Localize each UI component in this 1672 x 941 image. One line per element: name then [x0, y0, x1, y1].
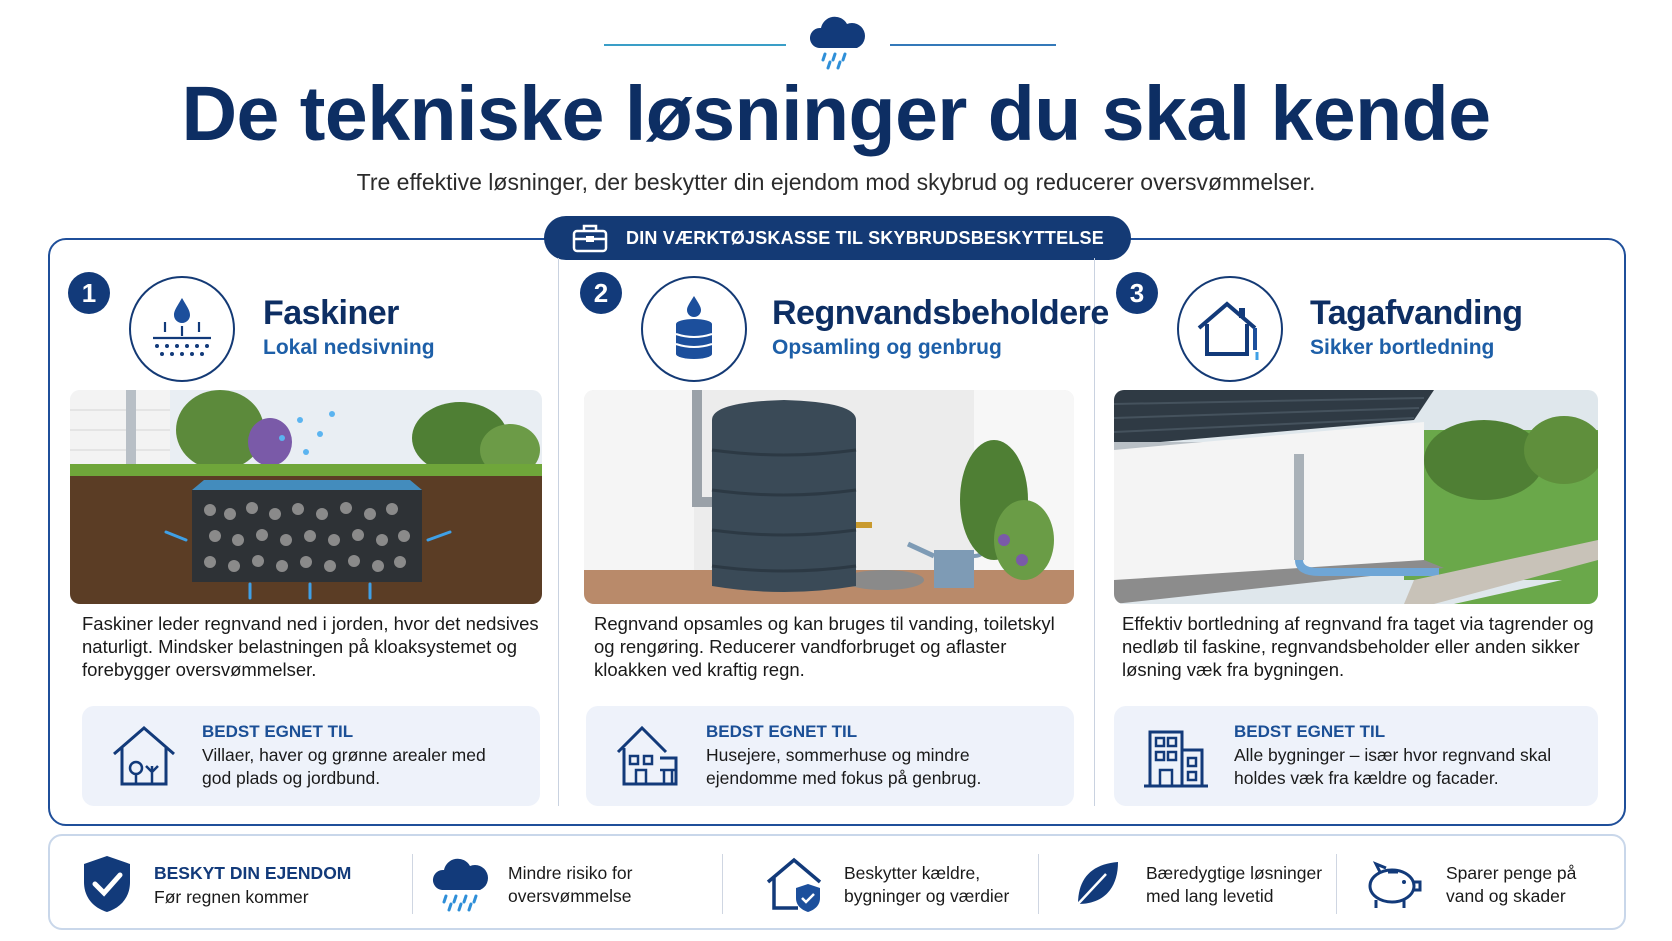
card-subtitle: Lokal nedsivning — [263, 336, 435, 359]
header-line-left — [604, 44, 786, 46]
best-suited-text: Villaer, haver og grønne arealer med god plads og jordbund. — [202, 745, 486, 788]
shield-check-icon — [80, 854, 134, 914]
card-description: Faskiner leder regnvand ned i jorden, hvor det nedsives naturligt. Mindsker belastningen på kloaksystemet og forebygger oversvømmelser. — [82, 613, 539, 680]
card-icon-circle — [129, 276, 235, 382]
benefit-text: Sparer penge på vand og skader — [1446, 863, 1577, 906]
best-suited-text: Alle bygninger – især hvor regnvand skal holdes væk fra kældre og facader. — [1234, 745, 1552, 788]
footer-divider — [1038, 854, 1039, 914]
rain-cloud-icon — [805, 12, 869, 70]
toolbox-banner-label: DIN VÆRKTØJSKASSE TIL SKYBRUDSBESKYTTELSE — [626, 227, 1104, 248]
house-shield-icon — [764, 854, 824, 914]
card-number: 2 — [580, 272, 622, 314]
benefit-text: Før regnen kommer — [154, 887, 309, 907]
water-barrel-icon — [659, 294, 729, 364]
card-title: Tagafvanding — [1310, 294, 1523, 332]
footer-divider — [722, 854, 723, 914]
benefit-text: Beskytter kældre, bygninger og værdier — [844, 863, 1010, 906]
benefits-footer — [48, 834, 1626, 930]
faskine-illustration — [70, 390, 542, 604]
leaf-icon — [1072, 858, 1122, 910]
footer-divider — [412, 854, 413, 914]
benefit-flood-risk — [414, 836, 724, 932]
piggy-bank-icon — [1362, 858, 1424, 910]
card-description: Effektiv bortledning af regnvand fra taget via tagrender og nedløb til faskine, regnvandsbeholder eller anden sikker løsning væk fra bygningen. — [1122, 613, 1594, 680]
benefit-title: BESKYT DIN EJENDOM — [154, 863, 352, 883]
best-suited-box — [1114, 706, 1598, 806]
card-title: Faskiner — [263, 294, 399, 332]
card-icon-circle — [641, 276, 747, 382]
page-subtitle: Tre effektive løsninger, der beskytter din ejendom mod skybrud og reducerer oversvømmelser. — [356, 169, 1316, 195]
toolbox-icon — [572, 223, 608, 253]
benefit-text: Mindre risiko for oversvømmelse — [508, 863, 633, 906]
column-divider — [558, 258, 559, 806]
best-suited-box — [82, 706, 540, 806]
rain-barrel-illustration — [584, 390, 1074, 604]
card-subtitle: Sikker bortledning — [1310, 336, 1495, 359]
house-garden-icon — [108, 720, 180, 792]
benefit-text: Bæredygtige løsninger med lang levetid — [1146, 863, 1323, 906]
toolbox-banner — [544, 216, 1131, 260]
footer-divider — [1336, 854, 1337, 914]
summer-house-icon — [612, 720, 684, 792]
roof-drain-icon — [1195, 294, 1265, 364]
best-suited-label: BEDST EGNET TIL — [202, 722, 354, 741]
roof-drainage-illustration — [1114, 390, 1598, 604]
card-number: 3 — [1116, 272, 1158, 314]
page-title: De tekniske løsninger du skal kende — [181, 71, 1491, 157]
infiltration-icon — [147, 294, 217, 364]
card-description: Regnvand opsamles og kan bruges til vanding, toiletskyl og rengøring. Reducerer vandforbruget og aflaster kloakken ved kraftig regn. — [594, 613, 1055, 680]
best-suited-label: BEDST EGNET TIL — [706, 722, 858, 741]
benefit-savings — [1338, 836, 1624, 932]
card-number: 1 — [68, 272, 110, 314]
best-suited-box — [586, 706, 1074, 806]
benefit-protect-buildings — [724, 836, 1038, 932]
apartment-building-icon — [1140, 720, 1212, 792]
card-title: Regnvandsbeholdere — [772, 294, 1109, 332]
header-line-right — [890, 44, 1056, 46]
rain-cloud-icon — [430, 856, 490, 912]
card-icon-circle — [1177, 276, 1283, 382]
best-suited-label: BEDST EGNET TIL — [1234, 722, 1386, 741]
benefit-sustainable — [1040, 836, 1336, 932]
benefit-protect — [50, 836, 410, 932]
column-divider — [1094, 258, 1095, 806]
card-subtitle: Opsamling og genbrug — [772, 336, 1002, 359]
best-suited-text: Husejere, sommerhuse og mindre ejendomme med fokus på genbrug. — [706, 745, 982, 788]
